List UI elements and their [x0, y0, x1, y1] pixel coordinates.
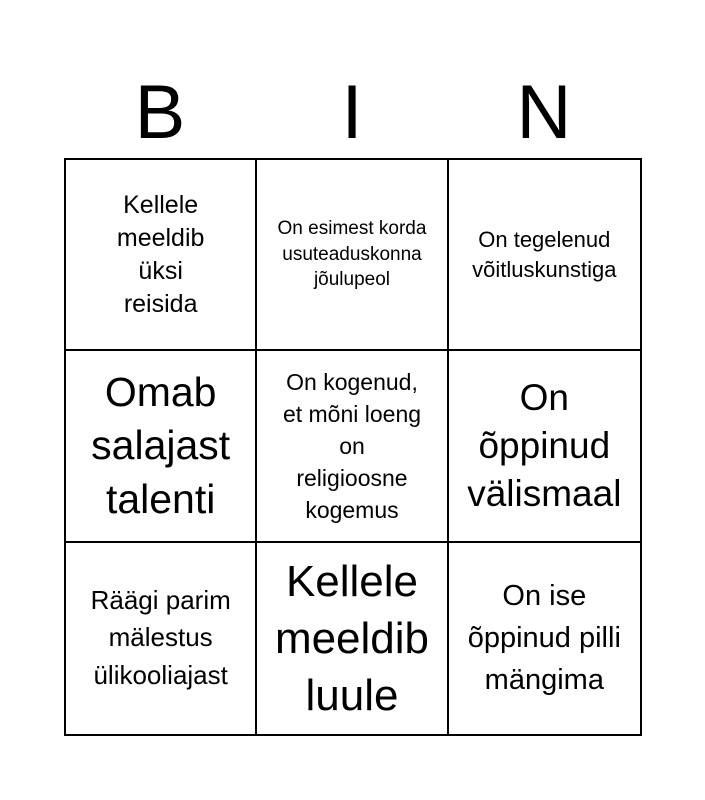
bingo-cell-text: Kellele meeldib üksi reisida	[116, 190, 205, 318]
header-letter-i: I	[341, 70, 363, 155]
bingo-cell-text: On esimest korda usuteaduskonna jõulupeol	[277, 218, 427, 291]
bingo-cell-text: On õppinud välismaal	[467, 376, 622, 515]
bingo-cell[interactable]	[449, 543, 640, 734]
bingo-cell[interactable]	[66, 160, 257, 351]
header-letter-n: N	[516, 70, 572, 155]
bingo-cell[interactable]	[449, 351, 640, 542]
bingo-cell[interactable]	[66, 543, 257, 734]
bingo-cell-text: Kellele meeldib luule	[274, 556, 430, 720]
bingo-cell-text: Räägi parim mälestus ülikooliajast	[90, 584, 231, 691]
bingo-cell-text: Omab salajast talenti	[91, 369, 231, 522]
bingo-cell-text: On ise õppinud pilli mängima	[467, 580, 621, 697]
bingo-cell-text: On tegelenud võitluskunstiga	[472, 226, 617, 282]
bingo-cell[interactable]	[257, 543, 448, 734]
bingo-cell[interactable]	[449, 160, 640, 351]
bingo-grid	[64, 158, 642, 736]
bingo-cell-text: On kogenud, et mõni loeng on religioosne kogemus	[282, 368, 422, 524]
bingo-cell[interactable]	[66, 351, 257, 542]
bingo-cell[interactable]	[257, 351, 448, 542]
bingo-header	[64, 68, 640, 158]
bingo-cell[interactable]	[257, 160, 448, 351]
header-letter-b: B	[134, 70, 186, 155]
